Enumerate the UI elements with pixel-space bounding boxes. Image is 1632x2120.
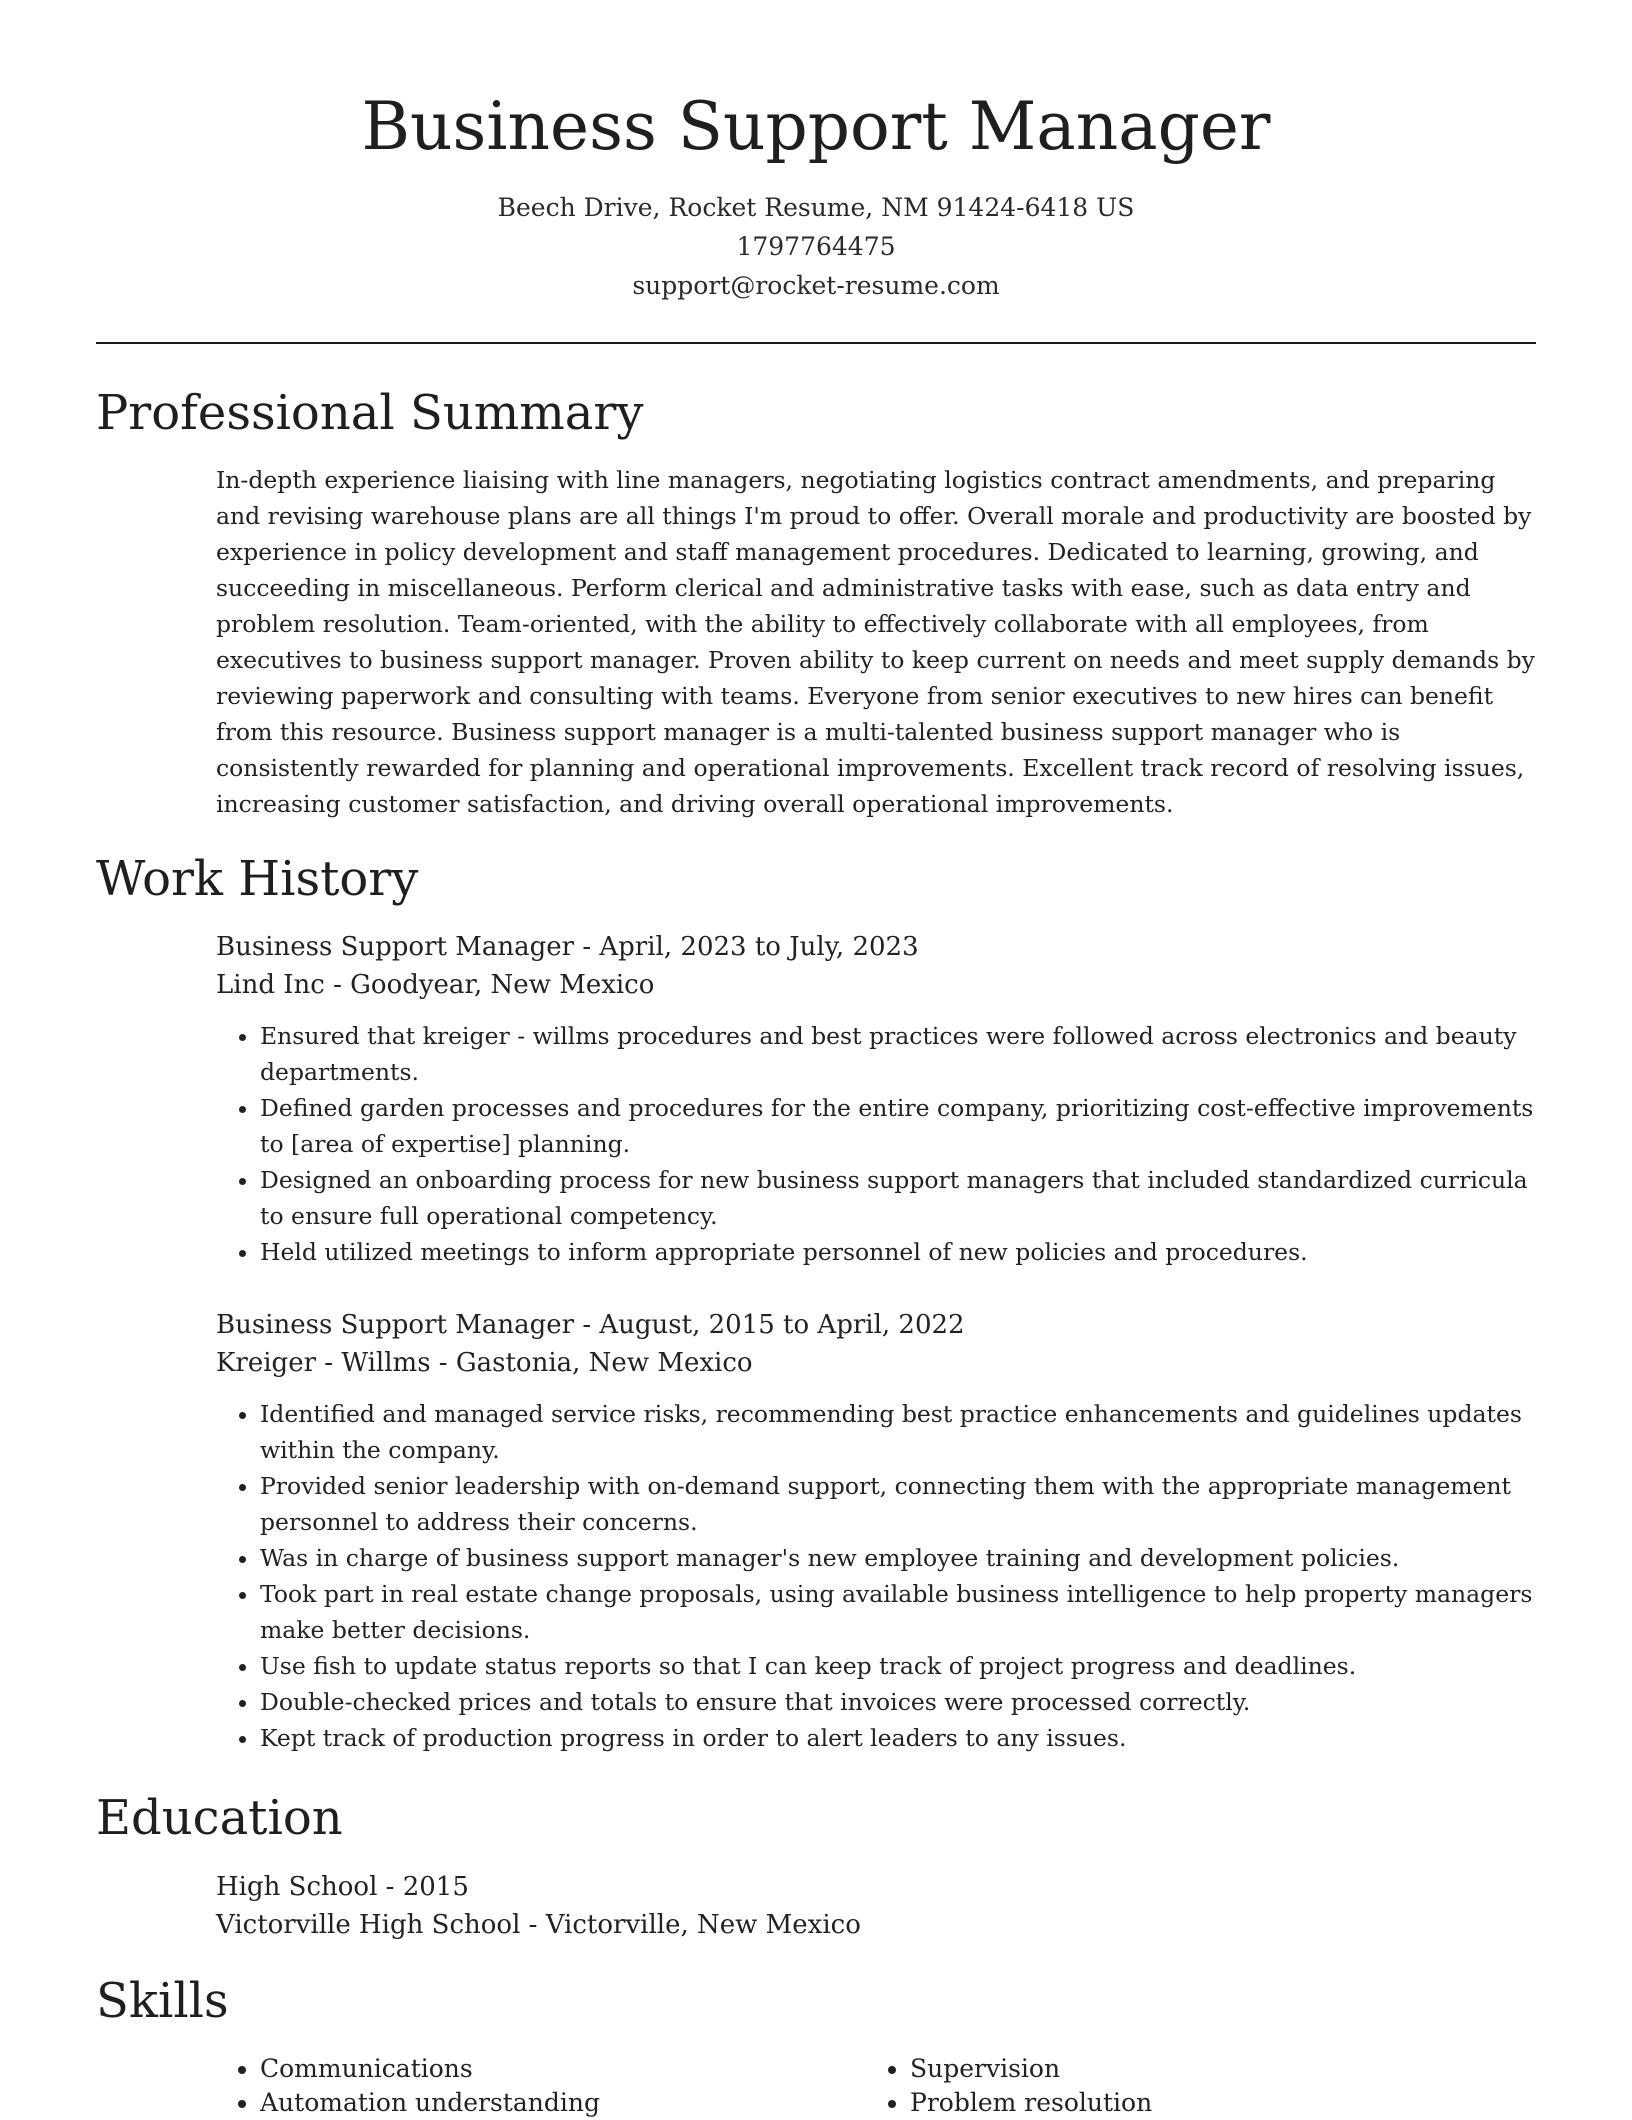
job-title: Business Support Manager bbox=[216, 932, 575, 962]
job-company: Kreiger - Willms bbox=[216, 1348, 431, 1378]
job-bullet: • Kept track of production progress in order to alert leaders to any issues. bbox=[260, 1720, 1536, 1756]
skill-item: • Communications bbox=[260, 2052, 836, 2086]
job-title-line: Business Support Manager - April, 2023 to July, 2023 bbox=[216, 932, 919, 962]
section-title-education: Education bbox=[96, 1790, 343, 1846]
job-company: Lind Inc bbox=[216, 970, 325, 1000]
job-entry bbox=[216, 1306, 1536, 1756]
job-company-line: Kreiger - Willms - Gastonia, New Mexico bbox=[216, 1348, 753, 1378]
job-location: Goodyear, New Mexico bbox=[350, 970, 655, 1000]
job-bullet: • Defined garden processes and procedures for the entire company, prioritizing cost-effective improvements to [area of expertise] planning. bbox=[260, 1090, 1536, 1162]
education-location: Victorville, New Mexico bbox=[545, 1910, 861, 1940]
header-divider bbox=[96, 342, 1536, 344]
job-dates: April, 2023 to July, 2023 bbox=[599, 932, 919, 962]
section-title-work-history: Work History bbox=[96, 851, 419, 907]
job-bullet: • Took part in real estate change proposals, using available business intelligence to help property managers make better decisions. bbox=[260, 1576, 1536, 1648]
job-bullets bbox=[216, 1018, 1536, 1270]
education-entry bbox=[216, 1868, 1536, 1944]
education-degree: High School bbox=[216, 1872, 378, 1902]
section-title-summary: Professional Summary bbox=[96, 385, 644, 441]
job-bullets bbox=[216, 1396, 1536, 1756]
job-company-line: Lind Inc - Goodyear, New Mexico bbox=[216, 970, 655, 1000]
job-bullet: • Use fish to update status reports so that I can keep track of project progress and deadlines. bbox=[260, 1648, 1536, 1684]
job-title-line: Business Support Manager - August, 2015 to April, 2022 bbox=[216, 1310, 965, 1340]
skills-column-left bbox=[216, 2052, 836, 2120]
job-bullet: • Double-checked prices and totals to ensure that invoices were processed correctly. bbox=[260, 1684, 1536, 1720]
job-entry bbox=[216, 928, 1536, 1270]
job-bullet: • Was in charge of business support manager's new employee training and development policies. bbox=[260, 1540, 1536, 1576]
job-bullet: • Provided senior leadership with on-demand support, connecting them with the appropriate management personnel to address their concerns. bbox=[260, 1468, 1536, 1540]
education-school-line: Victorville High School - Victorville, New Mexico bbox=[216, 1910, 861, 1940]
contact-email: support@rocket-resume.com bbox=[632, 271, 1000, 300]
skills-column-right bbox=[866, 2052, 1486, 2120]
skill-item: • Supervision bbox=[910, 2052, 1486, 2086]
education-year: 2015 bbox=[402, 1872, 469, 1902]
education-degree-line: High School - 2015 bbox=[216, 1872, 469, 1902]
job-bullet: • Designed an onboarding process for new business support managers that included standardized curricula to ensure full operational competency. bbox=[260, 1162, 1536, 1234]
section-title-skills: Skills bbox=[96, 1973, 229, 2029]
skills-list bbox=[866, 2052, 1486, 2120]
skill-item: • Problem resolution bbox=[910, 2086, 1486, 2120]
job-dates: August, 2015 to April, 2022 bbox=[599, 1310, 965, 1340]
resume-header bbox=[0, 0, 1632, 305]
contact-address: Beech Drive, Rocket Resume, NM 91424-6418 US bbox=[497, 193, 1135, 222]
job-bullet: • Held utilized meetings to inform appropriate personnel of new policies and procedures. bbox=[260, 1234, 1536, 1270]
job-title: Business Support Manager bbox=[216, 1310, 575, 1340]
job-bullet: • Identified and managed service risks, recommending best practice enhancements and guidelines updates within the company. bbox=[260, 1396, 1536, 1468]
candidate-name: Business Support Manager bbox=[361, 88, 1271, 165]
contact-block bbox=[0, 188, 1632, 305]
skill-item: • Automation understanding bbox=[260, 2086, 836, 2120]
skills-list bbox=[216, 2052, 836, 2120]
contact-phone: 1797764475 bbox=[736, 232, 896, 261]
summary-text: In-depth experience liaising with line managers, negotiating logistics contract amendments, and preparing and revising warehouse plans are all things I'm proud to offer. Overall morale and productivity are boosted by experience in policy development and staff management procedures. Dedicated to learning, growing, and succeeding in miscellaneous. Perform clerical and administrative tasks with ease, such as data entry and problem resolution. Team-oriented, with the ability to effectively collaborate with all employees, from executives to business support manager. Proven ability to keep current on needs and meet supply demands by reviewing paperwork and consulting with teams. Everyone from senior executives to new hires can benefit from this resource. Business support manager is a multi-talented business support manager who is consistently rewarded for planning and operational improvements. Excellent track record of resolving issues, increasing customer satisfaction, and driving overall operational improvements. bbox=[216, 466, 1535, 818]
education-school: Victorville High School bbox=[216, 1910, 521, 1940]
summary-section bbox=[216, 462, 1536, 822]
job-location: Gastonia, New Mexico bbox=[455, 1348, 753, 1378]
job-bullet: • Ensured that kreiger - willms procedures and best practices were followed across electronics and beauty departments. bbox=[260, 1018, 1536, 1090]
